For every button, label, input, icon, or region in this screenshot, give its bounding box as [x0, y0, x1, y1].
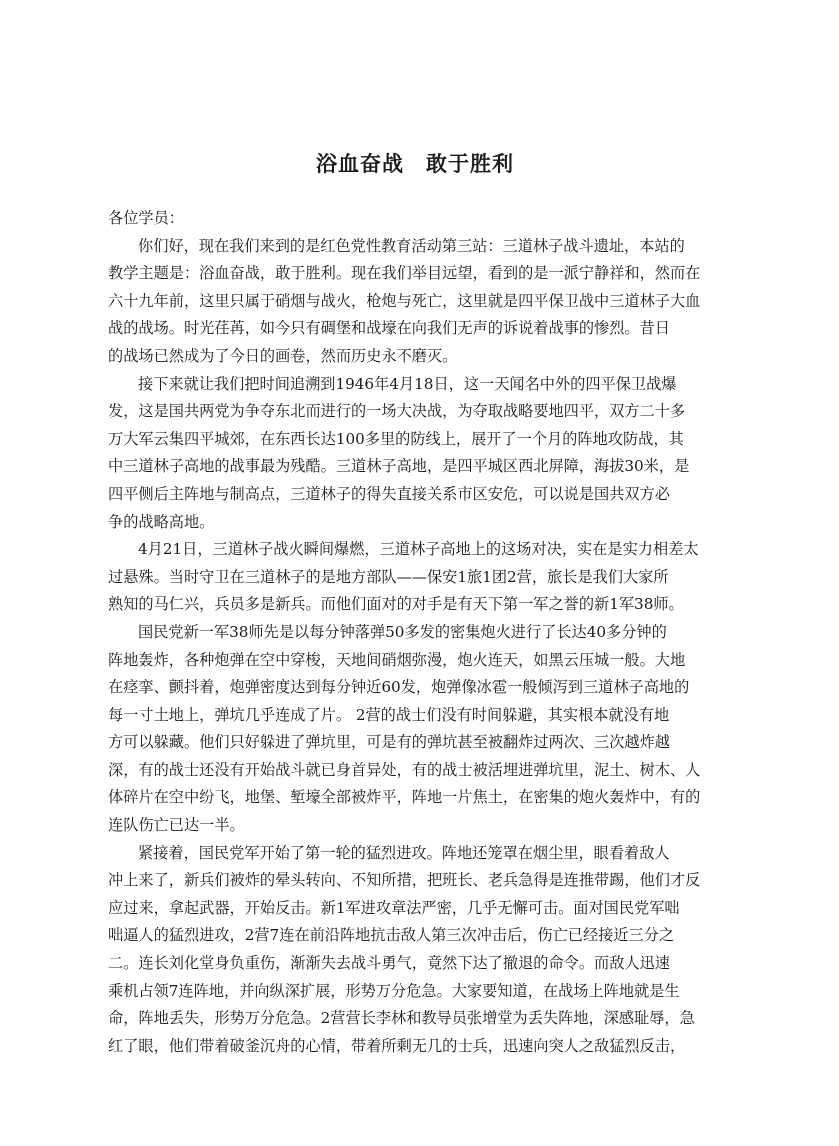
paragraph-line: 深，有的战士还没有开始战斗就已身首异处，有的战士被活埋进弹坑里，泥土、树木、人: [108, 760, 701, 779]
paragraph-line: 乘机占领7连阵地，并向纵深扩展，形势万分危急。大家要知道，在战场上阵地就是生: [108, 981, 680, 1000]
page-title: 浴血奋战 敢于胜利: [316, 151, 514, 176]
paragraph-line: 冲上来了，新兵们被炸的晕头转向、不知所措，把班长、老兵急得是连推带踢，他们才反: [108, 871, 701, 890]
paragraph-line: 在痉挛、颤抖着，炮弹密度达到每分钟近60发，炮弹像冰雹一般倾泻到三道林子高地的: [108, 678, 690, 697]
paragraph-line: 四平侧后主阵地与制高点，三道林子的得失直接关系市区安危，可以说是国共双方必: [108, 484, 670, 503]
paragraph-line: 中三道林子高地的战事最为残酷。三道林子高地，是四平城区西北屏障，海拔30米，是: [108, 457, 690, 476]
document-page: [108, 147, 722, 1060]
paragraph-line: 咄逼人的猛烈进攻，2营7连在前沿阵地抗击敌人第三次冲击后，伤亡已经接近三分之: [108, 926, 675, 945]
paragraph: [108, 536, 722, 619]
paragraph: [108, 840, 722, 1061]
paragraph-line: 战的战场。时光荏苒，如今只有碉堡和战壕在向我们无声的诉说着战事的惨烈。昔日: [108, 319, 670, 338]
paragraph-line: 二。连长刘化堂身负重伤，渐渐失去战斗勇气，竟然下达了撤退的命令。而敌人迅速: [108, 954, 670, 973]
paragraph-line: 过悬殊。当时守卫在三道林子的是地方部队——保安1旅1团2营，旅长是我们大家所: [108, 567, 669, 586]
paragraph-line: 紧接着，国民党军开始了第一轮的猛烈进攻。阵地还笼罩在烟尘里，眼看着敌人: [138, 843, 670, 862]
paragraph-line: 应过来，拿起武器，开始反击。新1军进攻章法严密，几乎无懈可击。面对国民党军咄: [108, 898, 680, 917]
salutation: 各位学员：: [108, 209, 184, 227]
paragraph-line: 发，这是国共两党为争夺东北而进行的一场大决战，为夺取战略要地四平，双方二十多: [108, 402, 686, 421]
paragraph: [108, 371, 722, 537]
paragraph-line: 每一寸土地上，弹坑几乎连成了片。 2营的战士们没有时间躲避，其实根本就没有地: [108, 705, 670, 724]
paragraph-line: 熟知的马仁兴，兵员多是新兵。而他们面对的对手是有天下第一军之誉的新1军38师。: [108, 595, 684, 614]
paragraph-line: 体碎片在空中纷飞，地堡、堑壕全部被炸平，阵地一片焦土，在密集的炮火轰炸中，有的: [108, 788, 701, 807]
paragraph-line: 红了眼，他们带着破釜沉舟的心情，带着所剩无几的士兵，迅速向突人之敌猛烈反击，: [108, 1036, 686, 1055]
paragraph: [108, 619, 722, 840]
paragraph: [108, 233, 722, 371]
paragraph-line: 六十九年前，这里只属于硝烟与战火，枪炮与死亡，这里就是四平保卫战中三道林子大血: [108, 291, 701, 310]
paragraph-line: 4月21日，三道林子战火瞬间爆燃，三道林子高地上的这场对决，实在是实力相差太: [138, 540, 699, 559]
paragraph-line: 国民党新一军38师先是以每分钟落弹50多发的密集炮火进行了长达40多分钟的: [138, 622, 667, 641]
paragraph-line: 争的战略高地。: [108, 512, 215, 531]
paragraph-line: 方可以躲藏。他们只好躲进了弹坑里，可是有的弹坑甚至被翻炸过两次、三次越炸越: [108, 733, 670, 752]
paragraph-line: 万大军云集四平城郊，在东西长达100多里的防线上，展开了一个月的阵地攻防战，其: [108, 429, 684, 448]
paragraph-line: 的战场已然成为了今日的画卷，然而历史永不磨灭。: [108, 346, 458, 365]
paragraph-line: 连队伤亡已达一半。: [108, 816, 245, 835]
body-text: [108, 233, 722, 1061]
paragraph-line: 阵地轰炸，各种炮弹在空中穿梭，天地间硝烟弥漫，炮火连天，如黑云压城一般。大地: [108, 650, 686, 669]
paragraph-line: 教学主题是：浴血奋战，敢于胜利。现在我们举目远望，看到的是一派宁静祥和，然而在: [108, 264, 701, 283]
paragraph-line: 命，阵地丢失，形势万分危急。2营营长李林和教导员张增堂为丢失阵地，深感耻辱，急: [108, 1009, 695, 1028]
paragraph-line: 你们好，现在我们来到的是红色党性教育活动第三站：三道林子战斗遗址，本站的: [138, 236, 685, 255]
paragraph-line: 接下来就让我们把时间追溯到1946年4月18日，这一天闻名中外的四平保卫战爆: [138, 374, 677, 393]
